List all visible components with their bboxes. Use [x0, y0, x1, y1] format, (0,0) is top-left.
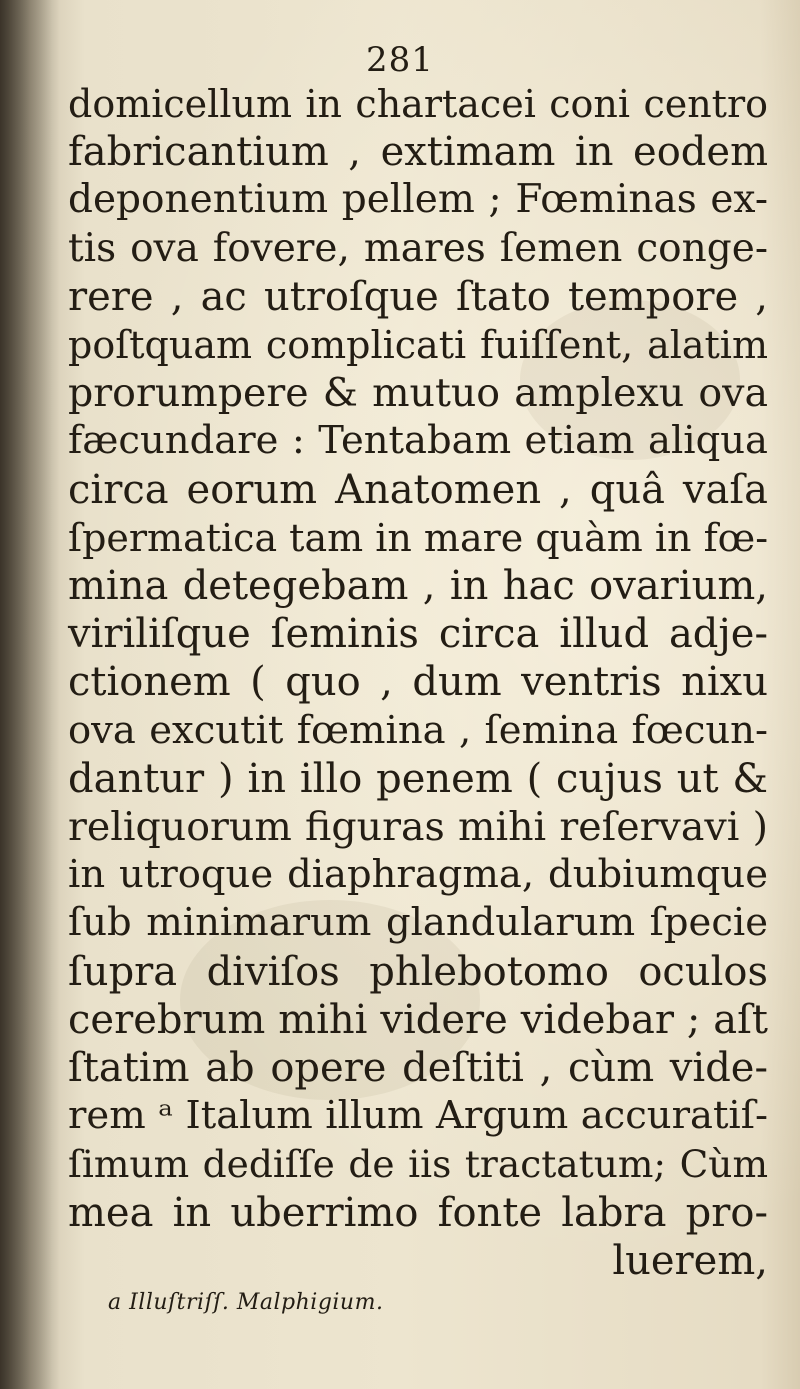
- text-line: reliquorum figuras mihi reſervavi ): [68, 804, 768, 851]
- text-line: cerebrum mihi videre videbar ; aſt: [68, 996, 768, 1043]
- text-line: domicellum in chartacei coni centro: [68, 82, 768, 126]
- page-gutter-shadow: [0, 0, 60, 1389]
- text-line: ſub minimarum glandularum ſpecie: [68, 900, 768, 946]
- text-line: ſimum dediſſe de iis tractatum; Cùm: [68, 1142, 768, 1187]
- body-text: [68, 80, 768, 1285]
- text-line: mea in uberrimo fonte labra pro-: [68, 1189, 768, 1236]
- text-line: ſupra diviſos phlebotomo oculos: [68, 948, 768, 995]
- catchword-line: luerem,: [612, 1237, 768, 1284]
- text-line: ſpermatica tam in mare quàm in fœ-: [68, 515, 769, 560]
- text-line: fæcundare : Tentabam etiam aliqua: [68, 418, 768, 464]
- text-line: tis ova fovere, mares ſemen conge-: [68, 225, 768, 271]
- text-line: rere , ac utroſque ſtato tempore ,: [68, 273, 768, 320]
- text-line: dantur ) in illo penem ( cujus ut &: [68, 755, 768, 802]
- text-line: prorumpere & mutuo amplexu ova: [68, 370, 768, 417]
- text-line: rem ᵃ Italum illum Argum accuratiſ-: [68, 1093, 768, 1139]
- text-line: ctionem ( quo , dum ventris nixu: [68, 659, 768, 706]
- text-line: viriliſque ſeminis circa illud adje-: [68, 611, 768, 658]
- text-line: ſtatim ab opere deſtiti , cùm vide-: [68, 1045, 768, 1092]
- text-line: poſtquam complicati fuiſſent, alatim: [68, 323, 768, 368]
- text-line: circa eorum Anatomen , quâ vaſa: [68, 466, 768, 513]
- text-line: ova excutit fœmina , ſemina fœcun-: [68, 707, 768, 753]
- page-number: 281: [366, 40, 434, 80]
- footnote: a Illuſtriſſ. Malphigium.: [108, 1290, 384, 1315]
- text-line: fabricantium , extimam in eodem: [68, 129, 768, 176]
- text-line: in utroque diaphragma, dubiumque: [68, 852, 768, 898]
- text-line: deponentium pellem ; Fœminas ex-: [68, 177, 768, 223]
- text-line: mina detegebam , in hac ovarium,: [68, 563, 768, 610]
